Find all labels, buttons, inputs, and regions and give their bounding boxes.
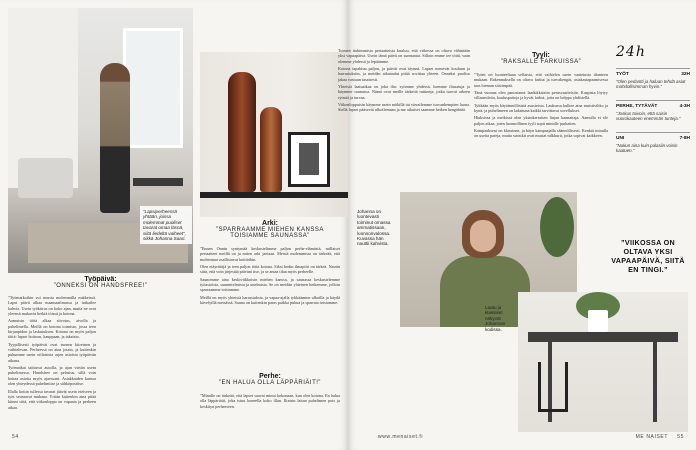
- right-page: [338, 0, 696, 450]
- section-heading-everyday: [200, 220, 340, 239]
- hours-row-family: [616, 100, 690, 122]
- article-column-family: [200, 393, 340, 411]
- page-number-left: 54: [12, 434, 19, 440]
- portrait-caption: Johanna on luontevasti toiminut omassa ammatissaan, luonnonvalossa. Kuvassa hän nauttii kahvista.: [357, 209, 391, 247]
- shelf-photo: [200, 52, 348, 217]
- article-column-workday: [8, 295, 96, 412]
- paragraph: Viikonloppuisin käymme usein mökillä tai vierailemme isovanhempien luona. Siellä lapset pääsevät ulkoilemaan ja me aikuiset saamme hetken hengähtää.: [338, 102, 470, 113]
- hours-value: 7-8H: [679, 135, 690, 141]
- section-kicker: Tyyli:: [532, 52, 550, 59]
- section-quote: ”SPARRAAMME MIEHEN KANSSA TOISIAMME SAUNASSA”: [216, 227, 324, 239]
- section-kicker: Työpäivä:: [84, 276, 117, 283]
- paragraph: Toimen tiukimmista periaatteista kuuluu, että viikossa on oltava vähintään yksi vapaapäivä. Usein tämä päivä on sunnuntai. Silloin emme tee töitä, vaan olemme yhdessä ja lepäämme.: [338, 48, 470, 64]
- hours-label: UNI: [616, 135, 625, 141]
- article-column-style: [474, 72, 608, 141]
- paragraph: Olen etäyrittäjä ja teen paljon töitä kotona. Siksi kodin ilmapiiri on tärkeä. Nautin siitä, että voin järjestää päiväni itse, ja se antaa tilaa myös perheelle.: [200, 264, 340, 275]
- section-heading-style: [474, 52, 608, 65]
- section-quote: ”ONNEKSI ON HANDSFREE!”: [53, 283, 148, 289]
- paragraph: Työmatkat taittuvat autolla, ja ajan vietän usein puhelimessa. Handsfree on pelastus, sillä voin hoitaa asioita myös ajaessani. Asiakkaiden kanssa olen yhteydessä puhelimitse ja sähköpostitse.: [8, 365, 96, 387]
- website-footer: www.menaiset.fi: [378, 434, 424, 440]
- paragraph: Illalla kotiin tullessa tavarat jäävät usein eteiseen ja työt seuraavat mukana. Yritän kuitenkin aina pitää kiinni siitä, että viikonloppu on vapaata ja perheen aikaa.: [8, 388, 96, 410]
- magazine-name-footer: ME NAISET: [635, 434, 668, 440]
- table-caption: Laatu ja klassiset näkyvät Johannan kodissa.: [485, 305, 506, 332]
- article-column-center: [338, 48, 470, 115]
- paragraph: Saunomme aina keskiviikkoisin miehen kanssa, ja saunassa keskustelemme työasioista, suunnitelmista ja unelmista. Se on meidän yhteinen hetkemme, jolloin sparraamme toisiamme.: [200, 276, 340, 293]
- paragraph: Kampaukseni on klassinen, ja käyn kampaajalla säännöllisesti. Kenkiä minulla on useita pareja, mutta suosikit ovat mustat nilkkurit, jotka sopivat kaikkeen.: [474, 128, 608, 139]
- hours-sidebar: [616, 44, 690, 163]
- hours-row-sleep: [616, 132, 690, 154]
- section-kicker: Arki:: [262, 220, 278, 227]
- hours-value: 32H: [681, 72, 690, 77]
- table-photo: [518, 292, 688, 432]
- section-quote: ”RAKSALLE FARKUISSA”: [500, 59, 582, 65]
- paragraph: ”Ennen Onnin syntymää keskustelimme paljon perhe-elämästä, millaiset periaatteet meillä on ja miten arki jaetaan. Meistä molemmista on tärkeää, että molemmat osallistuvat kotitöihin.: [200, 246, 340, 262]
- paragraph: Tykkään myös käytännöllisistä asusteista. Laukussa kulkee aina muistivihko ja kynä, ja puhelimeen on ladattuna kaikki tarvittavat sovellukset.: [474, 102, 608, 114]
- section-heading-workday: [8, 276, 193, 289]
- section-heading-family: [200, 373, 340, 386]
- paragraph: Meillä on myös yhteisiä harrastuksia, ja vapaa-ajalla tykkäämme ulkoilla ja käydä kävelyillä metsässä. Sauna on kuitenkin paras paikka puhua ja sparrata toisiamme.: [200, 294, 340, 306]
- hours-label: TYÖT: [616, 72, 629, 77]
- paragraph: Kotona tapahtuu paljon, ja päivät ovat täynnä. Lapset menevät kouluun ja harrastuksiin, ja meidän aikataulut pitää sovittaa yhteen. Onneksi puoliso jakaa vastuun tasaisesti.: [338, 66, 470, 82]
- 24h-logo: 24h: [616, 44, 646, 60]
- hours-quote: ”Joskus toivoin, että saisin vuorokauteen enemmän tunteja.”: [616, 110, 681, 122]
- hours-label: PERHE, TYTÄVÄT: [616, 103, 658, 109]
- paragraph: ”Minulle on tärkeää, että lapset saavat minut kokonaan, kun olen kotona. En halua olla läppäriäiti, joka istuu koneella koko illan. Iltaisin laitan puhelimen pois ja keskityn perheeseen.: [200, 393, 340, 409]
- pull-quote: ”VIIKOSSA ON OLTAVA YKSI VAPAAPÄIVÄ, SIITÄ EN TINGI.”: [611, 238, 685, 274]
- paragraph: Tyypillisesti työpäivät ovat monen kiireinen ja vaihtelevan. Perheessä on aina jotain, ja kuitenkin puhumme usein erilaisista arjen asioista työpäivän aikana.: [8, 341, 96, 363]
- paragraph: ”Työni on luonteeltaan sellaista, että vaihtelen usein vaatetusta tilanteen mukaan. Rakennuksella on oltava farkut ja turvakengät, asiakastapaamisessa taas hieman siistimpää.: [474, 72, 608, 88]
- paragraph: ”Työmatkoihin voi nousta molemmilla mätkeissä. Lapsi päivä alkaa maamaailmassa ja tutkailee kahvia. Usein työkiirus on koko ajan, mutta ne ovat yleensä mukavia hetkiä töissä ja kotona.: [8, 295, 96, 317]
- paragraph: Aamuisin töitä alkaa siivotus, aivolla ja puhelimella. Meillä on kotona toimisto, jossa teen kirjanpidon ja laskutuksen. Kotona on myös paljon töitä: lapset hoitoon, kauppaan, ja takaisin.: [8, 318, 96, 340]
- paragraph: Yhteistä laatuaikaa on joka ilta: syömme yhdessä, luemme iltasatuja ja käymme saunassa. Nämä ovat meille tärkeitä rutiineja, jotka tuovat arkeen rytmiä ja turvaa.: [338, 84, 470, 100]
- hours-quote: ”Nukun aina kuin palasiin voisin kaatuen.”: [616, 142, 678, 154]
- paragraph: Hiuksissa ja meikissä olen yksinkertaisen linjan kannattaja. Aamulla ei ole paljon aikaa, joten luonnollinen tyyli sopii minulle parhaiten.: [474, 115, 608, 126]
- page-number-right: 55: [677, 434, 684, 440]
- hours-quote: ”Olen pedantti ja haluan tehdä asiat mahdollisimman hyvin.”: [616, 79, 686, 90]
- section-kicker: Perhe:: [259, 373, 281, 380]
- article-column-everyday: [200, 246, 340, 307]
- section-quote: ”EN HALUA OLLA LÄPPÄRIÄIT!”: [219, 380, 321, 386]
- hours-row-work: [616, 68, 690, 90]
- paragraph: Tänä vuonna olen panostanut laadukkaisiin perusvaatteisiin. Kaapista löytyy villaneuleita, kauluspaitoja ja hyvät farkut, joita on helppo yhdistellä.: [474, 90, 608, 101]
- living-room-caption: ”Lapsiperheessä yhtään, joissa molemmat puoliset tavarat omaa läsnä, siitä liedeltä vaiheet”, sikkä Johanna Saari.: [140, 206, 192, 244]
- hours-value: 4-3H: [679, 103, 690, 109]
